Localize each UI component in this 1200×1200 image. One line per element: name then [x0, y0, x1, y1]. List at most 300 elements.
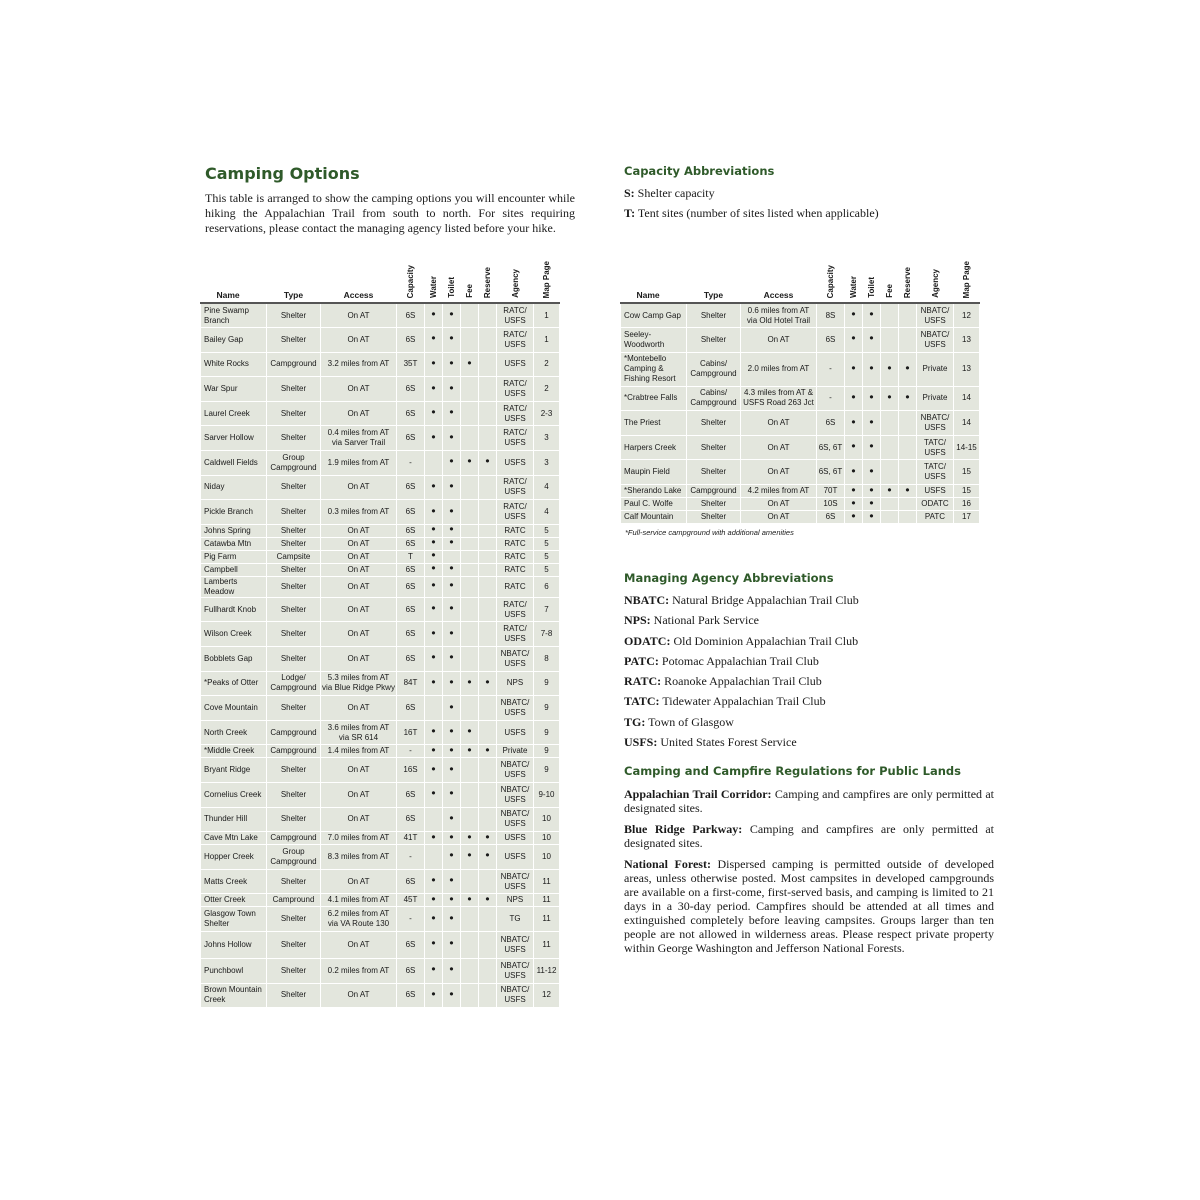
site-type-cell: Campground [267, 832, 321, 845]
agency-cell: RATC [497, 550, 534, 563]
agency-abbr: PATC: Potomac Appalachian Trail Club [624, 653, 819, 668]
site-name-cell: Pickle Branch [201, 500, 267, 525]
map-page-cell: 2 [534, 377, 560, 402]
reserve-cell: • [479, 894, 497, 907]
fee-cell [881, 511, 899, 524]
site-type-cell: Shelter [267, 983, 321, 1008]
site-name-cell: Catawba Mtn [201, 537, 267, 550]
toilet-cell: • [443, 622, 461, 647]
capacity-cell: 6S [397, 807, 425, 832]
toilet-cell: • [863, 498, 881, 511]
site-type-cell: Shelter [267, 401, 321, 426]
regulation-paragraph: National Forest: Dispersed camping is permitted outside of developed areas, unless otherwise posted. Most campsites in developed campgrounds are available on a first-come, first-served basis, and camping is limited to 21 days in a 30-day period. Campfires should be attended at all times and extinguished completely before leaving campsites. Groups larger than ten people are not allowed in wilderness areas. Please respect private property within George Washington and Jefferson National Forests. [624, 857, 994, 955]
map-page-cell: 9 [534, 696, 560, 721]
reserve-cell [899, 411, 917, 436]
site-access-cell: On AT [741, 411, 817, 436]
toilet-cell: • [863, 435, 881, 460]
column-header: Fee [881, 260, 899, 303]
capacity-cell: - [397, 907, 425, 932]
site-access-cell: On AT [321, 758, 397, 783]
table-row [201, 303, 560, 328]
site-name-cell: Otter Creek [201, 894, 267, 907]
site-access-cell: On AT [321, 576, 397, 597]
toilet-cell: • [443, 576, 461, 597]
site-name-cell: Hopper Creek [201, 845, 267, 870]
fee-cell [461, 563, 479, 576]
camping-table [620, 260, 980, 524]
toilet-cell: • [443, 303, 461, 328]
fee-cell: • [461, 745, 479, 758]
toilet-cell: • [443, 597, 461, 622]
water-cell: • [425, 758, 443, 783]
agency-cell: NBATC/ USFS [497, 983, 534, 1008]
toilet-cell: • [443, 401, 461, 426]
agency-cell: RATC/ USFS [497, 328, 534, 353]
table-row [201, 845, 560, 870]
capacity-cell: - [397, 845, 425, 870]
capacity-cell: 6S [397, 303, 425, 328]
site-access-cell: On AT [321, 647, 397, 672]
map-page-cell: 11 [534, 894, 560, 907]
site-access-cell: On AT [741, 435, 817, 460]
intro-text: This table is arranged to show the camping options you will encounter while hiking the Appalachian Trail from south to north. For sites requiring reservations, please contact the managing agency listed before your hike. [205, 191, 575, 235]
water-cell: • [845, 328, 863, 353]
table-row [201, 647, 560, 672]
reserve-cell [899, 511, 917, 524]
agency-cell: USFS [497, 720, 534, 745]
agency-cell: NBATC/ USFS [497, 931, 534, 958]
table-row [201, 550, 560, 563]
toilet-cell [443, 550, 461, 563]
reserve-cell: • [479, 671, 497, 696]
fee-cell [461, 500, 479, 525]
water-cell: • [425, 907, 443, 932]
fee-cell [881, 435, 899, 460]
map-page-cell: 5 [534, 563, 560, 576]
site-type-cell: Shelter [267, 500, 321, 525]
water-cell: • [425, 563, 443, 576]
map-page-cell: 9-10 [534, 783, 560, 808]
reserve-cell: • [479, 451, 497, 476]
site-name-cell: Bobblets Gap [201, 647, 267, 672]
reserve-cell: • [479, 845, 497, 870]
water-cell: • [425, 500, 443, 525]
fee-cell [881, 411, 899, 436]
site-type-cell: Shelter [267, 328, 321, 353]
capacity-cell: - [397, 745, 425, 758]
map-page-cell: 17 [954, 511, 980, 524]
regulations-section [620, 764, 1000, 962]
site-name-cell: Seeley-Woodworth [621, 328, 687, 353]
toilet-cell: • [443, 958, 461, 983]
fee-cell: • [461, 352, 479, 377]
site-name-cell: Brown Mountain Creek [201, 983, 267, 1008]
agency-abbr: USFS: United States Forest Service [624, 735, 797, 750]
agency-cell: ODATC [917, 498, 954, 511]
capacity-abbr-t: T: Tent sites (number of sites listed when applicable) [624, 206, 879, 220]
agency-cell: RATC/ USFS [497, 377, 534, 402]
table-row [201, 745, 560, 758]
capacity-cell: 6S [817, 411, 845, 436]
agency-cell: Private [917, 386, 954, 411]
table-row [201, 576, 560, 597]
site-access-cell: On AT [321, 524, 397, 537]
fee-cell [881, 303, 899, 328]
table-row [201, 563, 560, 576]
capacity-cell: 8S [817, 303, 845, 328]
map-page-cell: 1 [534, 328, 560, 353]
toilet-cell: • [443, 758, 461, 783]
column-header: Access [321, 260, 397, 303]
site-access-cell: 4.2 miles from AT [741, 485, 817, 498]
site-name-cell: Laurel Creek [201, 401, 267, 426]
water-cell: • [425, 401, 443, 426]
map-page-cell: 9 [534, 671, 560, 696]
site-access-cell: 2.0 miles from AT [741, 352, 817, 386]
site-type-cell: Shelter [687, 460, 741, 485]
water-cell: • [845, 460, 863, 485]
reserve-cell [479, 622, 497, 647]
site-type-cell: Shelter [267, 426, 321, 451]
map-page-cell: 16 [954, 498, 980, 511]
column-header: Name [621, 260, 687, 303]
site-type-cell: Shelter [267, 537, 321, 550]
site-type-cell: Shelter [267, 576, 321, 597]
capacity-cell: 6S [397, 500, 425, 525]
table-row [201, 671, 560, 696]
fee-cell [461, 328, 479, 353]
site-name-cell: North Creek [201, 720, 267, 745]
map-page-cell: 10 [534, 845, 560, 870]
table-row [621, 303, 980, 328]
capacity-cell: 6S [397, 647, 425, 672]
map-page-cell: 5 [534, 550, 560, 563]
toilet-cell: • [443, 869, 461, 894]
site-type-cell: Shelter [687, 411, 741, 436]
site-name-cell: Bryant Ridge [201, 758, 267, 783]
site-name-cell: Johns Hollow [201, 931, 267, 958]
regulation-paragraph: Blue Ridge Parkway: Camping and campfires are only permitted at designated sites. [624, 822, 994, 850]
capacity-cell: 41T [397, 832, 425, 845]
water-cell: • [425, 524, 443, 537]
reserve-cell [479, 475, 497, 500]
toilet-cell: • [443, 745, 461, 758]
site-access-cell: On AT [321, 475, 397, 500]
reserve-cell [479, 597, 497, 622]
site-type-cell: Shelter [267, 907, 321, 932]
fee-cell: • [461, 832, 479, 845]
toilet-cell: • [443, 931, 461, 958]
table-row [201, 597, 560, 622]
fee-cell: • [881, 386, 899, 411]
column-header: Map Page [954, 260, 980, 303]
water-cell: • [845, 411, 863, 436]
water-cell: • [425, 894, 443, 907]
site-name-cell: Bailey Gap [201, 328, 267, 353]
map-page-cell: 15 [954, 460, 980, 485]
site-type-cell: Group Campground [267, 451, 321, 476]
agency-cell: RATC/ USFS [497, 401, 534, 426]
site-type-cell: Campground [267, 720, 321, 745]
site-type-cell: Shelter [267, 377, 321, 402]
site-name-cell: *Peaks of Otter [201, 671, 267, 696]
site-name-cell: Maupin Field [621, 460, 687, 485]
agency-cell: Private [497, 745, 534, 758]
table-row [201, 931, 560, 958]
table-row [621, 411, 980, 436]
table-row [201, 426, 560, 451]
column-header: Fee [461, 260, 479, 303]
water-cell: • [425, 720, 443, 745]
fee-cell [461, 907, 479, 932]
site-access-cell: 3.2 miles from AT [321, 352, 397, 377]
agency-cell: RATC [497, 576, 534, 597]
site-type-cell: Cabins/ Campground [687, 386, 741, 411]
capacity-cell: 6S, 6T [817, 435, 845, 460]
site-type-cell: Shelter [267, 597, 321, 622]
toilet-cell: • [863, 511, 881, 524]
fee-cell [461, 807, 479, 832]
reserve-cell [479, 958, 497, 983]
table-row [201, 832, 560, 845]
fee-cell: • [881, 485, 899, 498]
column-header: Water [425, 260, 443, 303]
site-name-cell: Johns Spring [201, 524, 267, 537]
toilet-cell: • [443, 671, 461, 696]
table-row [621, 511, 980, 524]
site-access-cell: 1.9 miles from AT [321, 451, 397, 476]
map-page-cell: 14 [954, 386, 980, 411]
site-type-cell: Group Campground [267, 845, 321, 870]
capacity-cell: 84T [397, 671, 425, 696]
agency-cell: RATC/ USFS [497, 500, 534, 525]
reserve-cell [479, 647, 497, 672]
toilet-cell: • [443, 563, 461, 576]
site-access-cell: On AT [321, 563, 397, 576]
site-type-cell: Campround [267, 894, 321, 907]
map-page-cell: 12 [534, 983, 560, 1008]
toilet-cell: • [863, 328, 881, 353]
capacity-cell: - [817, 352, 845, 386]
water-cell: • [845, 498, 863, 511]
site-name-cell: Matts Creek [201, 869, 267, 894]
fee-cell [461, 550, 479, 563]
capacity-cell: 6S [397, 869, 425, 894]
table-row [201, 377, 560, 402]
water-cell: • [845, 303, 863, 328]
reserve-cell [479, 783, 497, 808]
toilet-cell: • [863, 303, 881, 328]
map-page-cell: 11 [534, 907, 560, 932]
fee-cell [461, 475, 479, 500]
toilet-cell: • [443, 907, 461, 932]
reserve-cell [479, 869, 497, 894]
column-header: Reserve [899, 260, 917, 303]
fee-cell [461, 958, 479, 983]
water-cell: • [425, 869, 443, 894]
toilet-cell: • [443, 720, 461, 745]
agency-cell: RATC/ USFS [497, 426, 534, 451]
site-name-cell: Cave Mtn Lake [201, 832, 267, 845]
water-cell: • [425, 576, 443, 597]
table-row [201, 500, 560, 525]
site-access-cell: 4.1 miles from AT [321, 894, 397, 907]
reserve-cell [479, 303, 497, 328]
table-row [201, 807, 560, 832]
agency-cell: TATC/ USFS [917, 460, 954, 485]
reserve-cell [479, 807, 497, 832]
site-name-cell: *Montebello Camping & Fishing Resort [621, 352, 687, 386]
capacity-cell: 16S [397, 758, 425, 783]
fee-cell [461, 401, 479, 426]
table-row [201, 537, 560, 550]
agency-cell: NBATC/ USFS [917, 303, 954, 328]
water-cell: • [425, 537, 443, 550]
column-header: Toilet [863, 260, 881, 303]
site-access-cell: 0.3 miles from AT [321, 500, 397, 525]
site-type-cell: Lodge/ Campground [267, 671, 321, 696]
site-name-cell: Punchbowl [201, 958, 267, 983]
map-page-cell: 4 [534, 475, 560, 500]
reserve-cell [479, 758, 497, 783]
site-type-cell: Shelter [267, 807, 321, 832]
map-page-cell: 6 [534, 576, 560, 597]
reserve-cell [479, 720, 497, 745]
reserve-cell [479, 576, 497, 597]
column-header: Type [267, 260, 321, 303]
fee-cell [461, 869, 479, 894]
reserve-cell [479, 352, 497, 377]
site-type-cell: Shelter [687, 435, 741, 460]
map-page-cell: 11 [534, 869, 560, 894]
toilet-cell: • [863, 386, 881, 411]
map-page-cell: 9 [534, 745, 560, 758]
toilet-cell: • [863, 460, 881, 485]
site-type-cell: Shelter [267, 758, 321, 783]
reserve-cell [479, 696, 497, 721]
toilet-cell: • [443, 475, 461, 500]
agency-abbr: TG: Town of Glasgow [624, 714, 734, 729]
site-type-cell: Shelter [267, 647, 321, 672]
site-name-cell: Calf Mountain [621, 511, 687, 524]
map-page-cell: 11-12 [534, 958, 560, 983]
toilet-cell: • [443, 983, 461, 1008]
fee-cell [881, 460, 899, 485]
table-row [201, 475, 560, 500]
water-cell: • [845, 485, 863, 498]
agency-cell: NBATC/ USFS [497, 758, 534, 783]
capacity-cell: 6S [397, 622, 425, 647]
toilet-cell: • [443, 894, 461, 907]
table-row [621, 352, 980, 386]
capacity-cell: 6S [397, 377, 425, 402]
site-name-cell: Wilson Creek [201, 622, 267, 647]
site-access-cell: On AT [321, 537, 397, 550]
map-page-cell: 4 [534, 500, 560, 525]
site-name-cell: *Middle Creek [201, 745, 267, 758]
site-type-cell: Campground [267, 745, 321, 758]
agency-abbr: NBATC: Natural Bridge Appalachian Trail Club [624, 593, 859, 607]
site-type-cell: Campsite [267, 550, 321, 563]
water-cell: • [425, 426, 443, 451]
toilet-cell: • [443, 377, 461, 402]
site-access-cell: On AT [321, 869, 397, 894]
site-name-cell: *Sherando Lake [621, 485, 687, 498]
toilet-cell: • [443, 807, 461, 832]
toilet-cell: • [443, 537, 461, 550]
site-type-cell: Campground [267, 352, 321, 377]
map-page-cell: 14-15 [954, 435, 980, 460]
agency-cell: USFS [497, 352, 534, 377]
capacity-cell: 6S [397, 524, 425, 537]
agency-cell: RATC/ USFS [497, 597, 534, 622]
capacity-cell: 70T [817, 485, 845, 498]
capacity-cell: 10S [817, 498, 845, 511]
map-page-cell: 7 [534, 597, 560, 622]
map-page-cell: 2-3 [534, 401, 560, 426]
toilet-cell: • [443, 845, 461, 870]
site-access-cell: 6.2 miles from AT via VA Route 130 [321, 907, 397, 932]
regulations-heading: Camping and Campfire Regulations for Public Lands [624, 764, 962, 778]
site-name-cell: Pine Swamp Branch [201, 303, 267, 328]
site-type-cell: Shelter [267, 622, 321, 647]
site-access-cell: On AT [321, 550, 397, 563]
toilet-cell: • [443, 500, 461, 525]
site-access-cell: 5.3 miles from AT via Blue Ridge Pkwy [321, 671, 397, 696]
fee-cell [461, 647, 479, 672]
agency-cell: USFS [497, 832, 534, 845]
site-access-cell: On AT [321, 622, 397, 647]
fee-cell: • [461, 894, 479, 907]
toilet-cell: • [863, 352, 881, 386]
site-type-cell: Shelter [267, 524, 321, 537]
capacity-cell: 6S [817, 511, 845, 524]
table-row [201, 328, 560, 353]
capacity-cell: 6S [397, 563, 425, 576]
site-access-cell: 0.6 miles from AT via Old Hotel Trail [741, 303, 817, 328]
map-page-cell: 8 [534, 647, 560, 672]
toilet-cell: • [443, 451, 461, 476]
map-page-cell: 14 [954, 411, 980, 436]
map-page-cell: 9 [534, 720, 560, 745]
water-cell [425, 845, 443, 870]
column-header: Agency [497, 260, 534, 303]
site-name-cell: Lamberts Meadow [201, 576, 267, 597]
agency-cell: USFS [917, 485, 954, 498]
map-page-cell: 7-8 [534, 622, 560, 647]
site-access-cell: 1.4 miles from AT [321, 745, 397, 758]
site-access-cell: On AT [741, 511, 817, 524]
water-cell [425, 807, 443, 832]
agency-cell: TG [497, 907, 534, 932]
site-type-cell: Shelter [687, 511, 741, 524]
table-row [621, 460, 980, 485]
agency-cell: NPS [497, 671, 534, 696]
capacity-cell: 6S, 6T [817, 460, 845, 485]
agency-section [620, 571, 1000, 752]
site-type-cell: Shelter [267, 303, 321, 328]
agency-cell: RATC/ USFS [497, 622, 534, 647]
site-name-cell: Paul C. Wolfe [621, 498, 687, 511]
toilet-cell: • [443, 328, 461, 353]
site-name-cell: Cow Camp Gap [621, 303, 687, 328]
site-type-cell: Shelter [687, 328, 741, 353]
water-cell: • [425, 958, 443, 983]
capacity-cell: 6S [397, 931, 425, 958]
fee-cell [461, 783, 479, 808]
reserve-cell [479, 907, 497, 932]
site-name-cell: Niday [201, 475, 267, 500]
